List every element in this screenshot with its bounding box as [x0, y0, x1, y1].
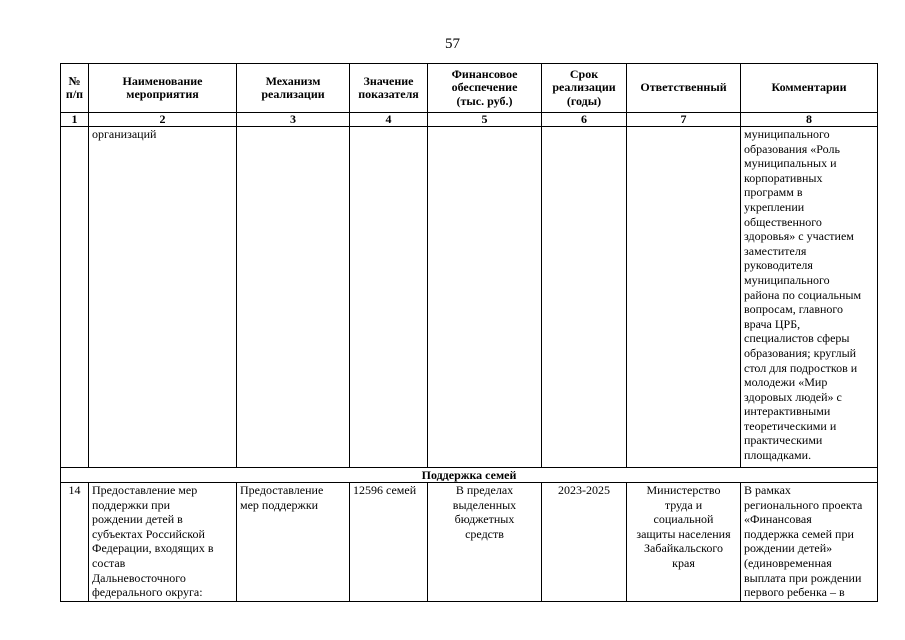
cell-name: организаций [89, 127, 237, 468]
cell-indicator [350, 127, 428, 468]
cell-mechanism: Предоставление мер поддержки [237, 483, 350, 602]
cell-period: 2023-2025 [542, 483, 627, 602]
column-number: 6 [542, 113, 627, 127]
table-row-14 [61, 483, 878, 602]
cell-indicator: 12596 семей [350, 483, 428, 602]
cell-comment: муниципального образования «Роль муниципальных и корпоративных программ в укреплении общественного здоровья» с участием заместителя руководителя муниципального района по социальным вопросам, главного врача ЦРБ, специалистов сферы образования; круглый стол для подростков и молодежи «Мир здоровых людей» с интерактивными теоретическими и практическими площадками. [741, 127, 878, 468]
table-row-continuation [61, 127, 878, 468]
cell-name: Предоставление мер поддержки при рождении детей в субъектах Российской Федерации, входящих в состав Дальневосточного федерального округа: [89, 483, 237, 602]
column-number: 7 [627, 113, 741, 127]
column-number: 2 [89, 113, 237, 127]
column-number: 5 [428, 113, 542, 127]
cell-period [542, 127, 627, 468]
cell-comment: В рамках регионального проекта «Финансовая поддержка семей при рождении детей» (единовременная выплата при рождении первого ребенка – в [741, 483, 878, 602]
column-number: 8 [741, 113, 878, 127]
header-name: Наименование мероприятия [89, 64, 237, 113]
header-responsible: Ответственный [627, 64, 741, 113]
cell-number: 14 [61, 483, 89, 602]
column-number: 4 [350, 113, 428, 127]
table-header-row [61, 64, 878, 113]
cell-funding: В пределах выделенных бюджетных средств [428, 483, 542, 602]
section-row [61, 468, 878, 483]
header-period: Срок реализации (годы) [542, 64, 627, 113]
cell-mechanism [237, 127, 350, 468]
cell-number [61, 127, 89, 468]
header-mechanism: Механизм реализации [237, 64, 350, 113]
header-indicator: Значение показателя [350, 64, 428, 113]
page-number: 57 [445, 36, 460, 52]
column-number-row [61, 113, 878, 127]
header-comment: Комментарии [741, 64, 878, 113]
section-title: Поддержка семей [61, 468, 878, 483]
measures-table [60, 63, 878, 602]
cell-funding [428, 127, 542, 468]
header-number: № п/п [61, 64, 89, 113]
column-number: 1 [61, 113, 89, 127]
column-number: 3 [237, 113, 350, 127]
cell-responsible [627, 127, 741, 468]
header-funding: Финансовое обеспечение (тыс. руб.) [428, 64, 542, 113]
cell-responsible: Министерство труда и социальной защиты населения Забайкальского края [627, 483, 741, 602]
